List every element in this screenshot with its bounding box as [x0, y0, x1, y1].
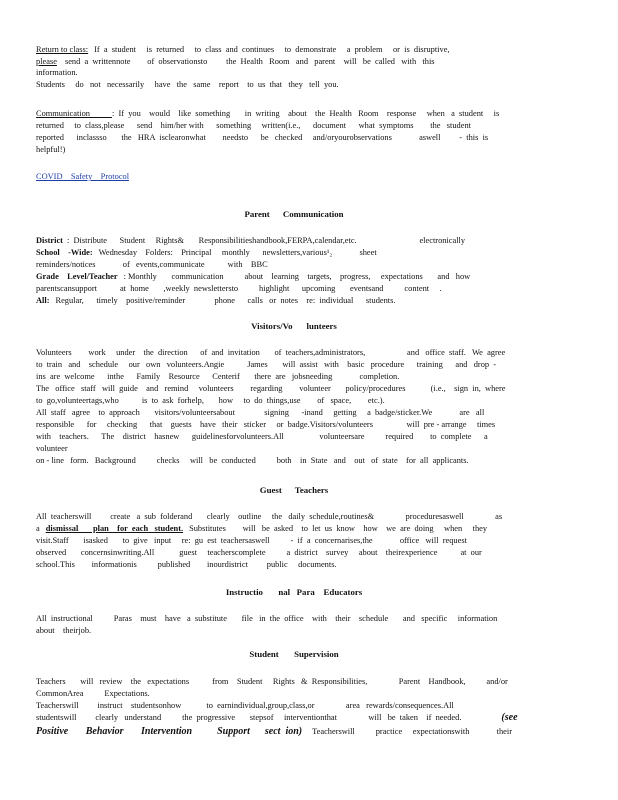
guest-line-5: [36, 559, 552, 570]
visitors-line-4: [36, 383, 552, 394]
guest-line-1: [36, 511, 552, 522]
school-wide-text: Wednesday Folders: Principal monthly newsletters,various¹₂ sheet: [98, 248, 377, 257]
para-text-1: All instructional Paras must have a substitute file in the office with their schedule and specific information: [36, 614, 498, 623]
pbis-section-text: Positive Behavior Intervention Support sect ion): [36, 726, 303, 737]
visitors-line-10: [36, 455, 552, 466]
supervision-text-1: Teachers will review the expectations from Student Rights & Responsibilities, Parent Handbook, and/or: [36, 677, 508, 686]
supervision-heading-line: [36, 649, 552, 660]
visitors-line-8: [36, 431, 552, 442]
visitors-text-7: responsible for checking that guests have their sticker or badge.Visitors/volunteers will pre - arrange times: [36, 420, 496, 429]
guest-text-1: All teacherswill create a sub folderand clearly outline the daily schedule,routines& proceduresaswell as: [36, 512, 503, 521]
parent-communication-heading-line: [36, 209, 552, 220]
district-line: [36, 235, 552, 246]
communication-text-1: : If you would like something in writing about the Health Room response when a student is: [111, 109, 500, 118]
guest-line-4: [36, 547, 552, 558]
all-line: [36, 295, 552, 306]
grade-level-text: : Monthly communication about learning targets, progress, expectations and how: [123, 272, 471, 281]
guest-text-2c: Substitutes will be asked to let us know how we are doing when they: [189, 524, 488, 533]
return-text-4: Students do not necessarily have the same report to us that they tell you.: [36, 80, 339, 89]
return-line-2: [36, 56, 552, 67]
parent-communication-heading: Parent Communication: [244, 209, 344, 219]
para-educators-heading: Instructio nal Para Educators: [225, 587, 363, 597]
return-line-1: [36, 44, 552, 55]
supervision-line-4: [36, 712, 552, 723]
communication-line-4: [36, 144, 552, 155]
visitors-text-8: with teachers. The district hasnew guidelinesforvolunteers.All volunteersare required to complete a: [36, 432, 488, 441]
communication-underline: [90, 108, 112, 118]
grade-level-line: [36, 271, 552, 282]
visitors-line-5: [36, 395, 552, 406]
parents-support-text: parentscansupport at home ,weekly newslettersto highlight upcoming eventsand content .: [36, 284, 442, 293]
guest-text-5: school.This informationis published inourdistrict public documents.: [36, 560, 337, 569]
visitors-text-4: The office staff will guide and remind volunteers regarding volunteer policy/procedures (i.e., sign in, where: [36, 384, 506, 393]
visitors-text-2: to train and schedule our own volunteers.Angie James will assist with basic procedure training and drop -: [36, 360, 497, 369]
return-line-3: [36, 67, 552, 78]
communication-text-2: returned to class,please send him/her with something written(i.e., document what symptoms the student: [36, 121, 471, 130]
communication-text-3: reported inclassso the HRA isclearonwhat needsto be checked and/oryourobservations aswell - this is: [36, 133, 489, 142]
communication-line-1: [36, 108, 552, 119]
visitors-text-9: volunteer: [36, 444, 68, 453]
supervision-text-2: CommonArea Expectations.: [36, 689, 150, 698]
parents-support-line: [36, 283, 552, 294]
visitors-line-9: [36, 443, 552, 454]
guest-text-4: observed concernsinwriting.All guest teacherscomplete a district survey about theirexperience at our: [36, 548, 482, 557]
supervision-text-4: studentswill clearly understand the progressive stepsof interventionthat will be taken if needed.: [36, 713, 462, 722]
visitors-text-3: ins are welcome inthe Family Resource Centerif there are jobsneeding completion.: [36, 372, 400, 381]
para-heading-line: [36, 587, 552, 598]
return-text-2: send a writtennote of observationsto the Health Room and parent will be called with this: [64, 57, 435, 66]
visitors-text-5: to go,volunteertags,who is to ask forhelp, how to do things,use of space, etc.).: [36, 396, 385, 405]
covid-safety-protocol-link[interactable]: COVID Safety Protocol: [36, 172, 130, 181]
guest-text-3: visit.Staff isasked to give input re: gu est teachersaswell - if a concernarises,the office will request: [36, 536, 467, 545]
para-line-1: [36, 613, 552, 624]
covid-line: [36, 171, 552, 182]
supervision-line-1: [36, 676, 552, 687]
guest-line-2: [36, 523, 552, 534]
visitors-line-7: [36, 419, 552, 430]
student-supervision-heading: Student Supervision: [249, 649, 339, 659]
reminders-line: [36, 259, 552, 270]
communication-heading: Communication: [36, 109, 90, 118]
school-wide-line: [36, 247, 552, 258]
communication-text-4: helpful!): [36, 145, 66, 154]
grade-level-label: Grade Level/Teacher: [36, 272, 118, 281]
visitors-line-1: [36, 347, 552, 358]
district-text: : Distribute Student Rights& Responsibilitieshandbook,FERPA,calendar,etc. electronically: [66, 236, 466, 245]
supervision-line-2: [36, 688, 552, 699]
visitors-text-6: All staff agree to approach visitors/volunteersabout signing -inand getting a badge/sticker.We are all: [36, 408, 485, 417]
return-text-3: information.: [36, 68, 78, 77]
supervision-text-3: Teacherswill instruct studentsonhow to earnindividual,group,class,or area rewards/consequences.All: [36, 701, 454, 710]
visitors-heading-line: [36, 321, 552, 332]
guest-line-3: [36, 535, 552, 546]
guest-teachers-heading: Guest Teachers: [259, 485, 329, 495]
visitors-line-2: [36, 359, 552, 370]
see-text: (see: [501, 712, 518, 723]
visitors-text-10: on - line form. Background checks will be conducted both in State and out of state for all applicants.: [36, 456, 469, 465]
guest-teachers-heading-line: [36, 485, 552, 496]
supervision-line-5: [36, 725, 552, 738]
return-line-4: [36, 79, 552, 90]
visitors-heading-b: lunteers: [306, 321, 337, 331]
supervision-text-5: Teacherswill practice expectationswith their: [312, 727, 513, 736]
visitors-text-1: Volunteers work under the direction of and invitation of teachers,administrators, and office staff. We agree: [36, 348, 506, 357]
please-word: please: [36, 57, 57, 66]
return-to-class-heading: Return to class:: [36, 45, 89, 54]
communication-line-3: [36, 132, 552, 143]
school-wide-label: School -Wide:: [36, 248, 93, 257]
dismissal-plan-text: dismissal plan for each student.: [45, 524, 184, 533]
all-text: Regular, timely positive/reminder phone calls or notes re: individual students.: [55, 296, 396, 305]
visitors-heading-a: Visitors/Vo: [251, 321, 293, 331]
guest-text-2a: a: [36, 524, 40, 533]
communication-line-2: [36, 120, 552, 131]
reminders-text: reminders/notices of events,communicate with BBC: [36, 260, 268, 269]
para-text-2: about theirjob.: [36, 626, 92, 635]
all-label: All:: [36, 296, 50, 305]
visitors-line-6: [36, 407, 552, 418]
return-text-1: If a student is returned to class and continues to demonstrate a problem or is disruptive,: [94, 45, 450, 54]
supervision-line-3: [36, 700, 552, 711]
para-line-2: [36, 625, 552, 636]
visitors-line-3: [36, 371, 552, 382]
district-label: District: [36, 236, 63, 245]
